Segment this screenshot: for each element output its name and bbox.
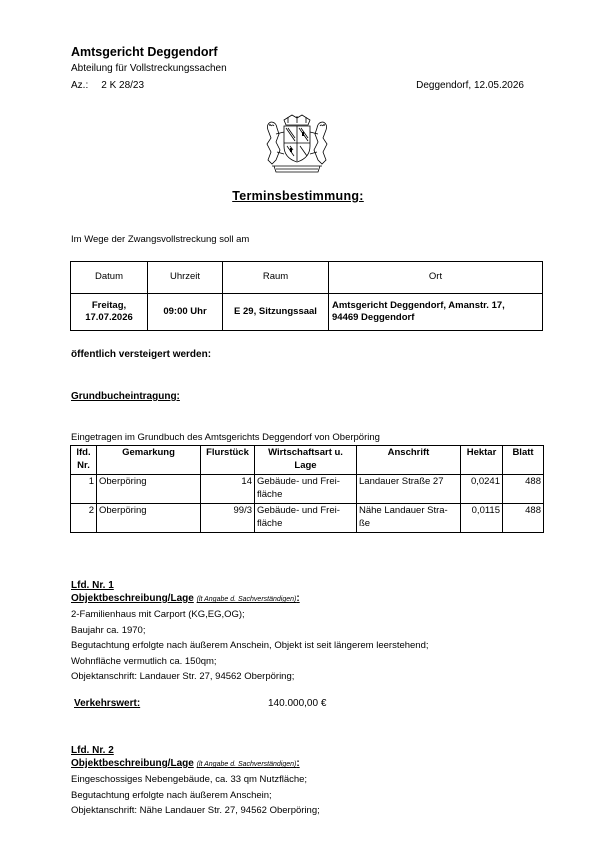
- row-wirtschaftsart: [255, 475, 357, 504]
- header-datum: Datum: [71, 262, 148, 294]
- header-wirtschaftsart: [255, 446, 357, 475]
- lfd-1-line: 2-Familienhaus mit Carport (KG,EG,OG);: [71, 609, 245, 620]
- header-blatt: Blatt: [503, 446, 544, 475]
- row-lfd: 2: [71, 504, 97, 533]
- appointment-place-line1: Amtsgericht Deggendorf, Amanstr. 17,: [332, 299, 505, 311]
- appointment-weekday: Freitag,: [91, 299, 127, 311]
- lfd-1-line: Objektanschrift: Landauer Str. 27, 94562 Oberpöring;: [71, 671, 295, 682]
- verkehrswert-value: 140.000,00 €: [268, 698, 327, 709]
- header-hektar: Hektar: [461, 446, 503, 475]
- grundbuch-heading: Grundbucheintragung:: [71, 391, 180, 402]
- row-wirtschaftsart-line1: Gebäude- und Frei-: [257, 476, 340, 487]
- header-wirtschaftsart-line2: Lage: [294, 459, 317, 471]
- row-wirtschaftsart-line1: Gebäude- und Frei-: [257, 505, 340, 516]
- lfd-2-line: Begutachtung erfolgte nach äußerem Anschein;: [71, 789, 272, 801]
- lfd-1-object-note: (lt Angabe d. Sachverständigen): [196, 596, 297, 603]
- header-lfd: [71, 446, 97, 475]
- row-flurstueck: 14: [201, 475, 255, 504]
- lfd-1-line: Begutachtung erfolgte nach äußerem Anschein, Objekt ist seit längerem leerstehend;: [71, 640, 429, 651]
- grundbuch-header-row: [71, 446, 544, 475]
- row-anschrift-line1: Landauer Straße 27: [359, 476, 444, 487]
- department: Abteilung für Vollstreckungssachen: [71, 63, 227, 74]
- lfd-2-description: [71, 772, 320, 819]
- lfd-1-description: [71, 607, 429, 685]
- row-gemarkung: Oberpöring: [97, 504, 201, 533]
- court-name: Amtsgericht Deggendorf: [71, 45, 218, 59]
- row-hektar: 0,0115: [461, 504, 503, 533]
- header-gemarkung: Gemarkung: [97, 446, 201, 475]
- file-reference-label: Az.:: [71, 80, 89, 91]
- table-row: [71, 504, 544, 533]
- header-flurstueck: Flurstück: [201, 446, 255, 475]
- header-ort: Ort: [329, 262, 543, 294]
- row-gemarkung: Oberpöring: [97, 475, 201, 504]
- header-raum: Raum: [223, 262, 329, 294]
- lfd-2-line: Eingeschossiges Nebengebäude, ca. 33 qm Nutzfläche;: [71, 774, 308, 785]
- place-date: Deggendorf, 12.05.2026: [416, 80, 524, 91]
- header-lfd-line1: lfd.: [76, 447, 91, 458]
- appointment-room: E 29, Sitzungssaal: [223, 294, 329, 331]
- row-wirtschaftsart: [255, 504, 357, 533]
- file-reference: [71, 79, 144, 92]
- header-anschrift: Anschrift: [357, 446, 461, 475]
- row-anschrift: [357, 504, 461, 533]
- appointment-header-row: [71, 262, 543, 294]
- lfd-1-object-label-text: Objektbeschreibung/Lage: [71, 593, 194, 604]
- grundbuch-intro: Eingetragen im Grundbuch des Amtsgerichts Deggendorf von Oberpöring: [71, 432, 380, 443]
- table-row: [71, 475, 544, 504]
- header-lfd-line2: Nr.: [77, 459, 90, 471]
- verkehrswert-label: Verkehrswert:: [74, 698, 141, 709]
- appointment-date-value: 17.07.2026: [85, 312, 133, 323]
- appointment-date: [71, 294, 148, 331]
- appointment-data-row: [71, 294, 543, 331]
- intro-text: Im Wege der Zwangsvollstreckung soll am: [71, 234, 250, 245]
- lfd-1-line: Wohnfläche vermutlich ca. 150qm;: [71, 655, 217, 667]
- row-anschrift-line2: ße: [359, 517, 371, 529]
- row-flurstueck: 99/3: [201, 504, 255, 533]
- auction-statement: öffentlich versteigert werden:: [71, 349, 212, 360]
- lfd-1-object-label: [71, 592, 300, 605]
- row-lfd: 1: [71, 475, 97, 504]
- appointment-time: 09:00 Uhr: [148, 294, 223, 331]
- lfd-1-heading: Lfd. Nr. 1: [71, 580, 114, 591]
- lfd-2-object-label-text: Objektbeschreibung/Lage: [71, 758, 194, 769]
- lfd-2-object-colon: :: [296, 758, 300, 769]
- lfd-1-object-colon: :: [296, 593, 300, 604]
- lfd-2-heading: Lfd. Nr. 2: [71, 745, 114, 756]
- lfd-2-line: Objektanschrift: Nähe Landauer Str. 27, 94562 Oberpöring;: [71, 805, 320, 816]
- row-anschrift: [357, 475, 461, 504]
- appointment-place: [329, 294, 543, 331]
- coat-of-arms-icon: [262, 112, 332, 174]
- row-hektar: 0,0241: [461, 475, 503, 504]
- row-blatt: 488: [503, 504, 544, 533]
- file-reference-number: 2 K 28/23: [101, 80, 145, 91]
- header-uhrzeit: Uhrzeit: [148, 262, 223, 294]
- lfd-2-object-label: [71, 757, 300, 770]
- lfd-1-line: Baujahr ca. 1970;: [71, 624, 146, 636]
- appointment-place-line2: 94469 Deggendorf: [332, 312, 415, 323]
- appointment-table: [70, 261, 543, 331]
- header-wirtschaftsart-line1: Wirtschaftsart u.: [268, 447, 343, 458]
- grundbuch-table: [70, 445, 544, 533]
- document-title: Terminsbestimmung:: [232, 189, 364, 203]
- row-wirtschaftsart-line2: fläche: [257, 517, 283, 529]
- row-blatt: 488: [503, 475, 544, 504]
- row-anschrift-line1: Nähe Landauer Stra-: [359, 505, 448, 516]
- lfd-2-object-note: (lt Angabe d. Sachverständigen): [196, 761, 297, 768]
- row-wirtschaftsart-line2: fläche: [257, 488, 283, 500]
